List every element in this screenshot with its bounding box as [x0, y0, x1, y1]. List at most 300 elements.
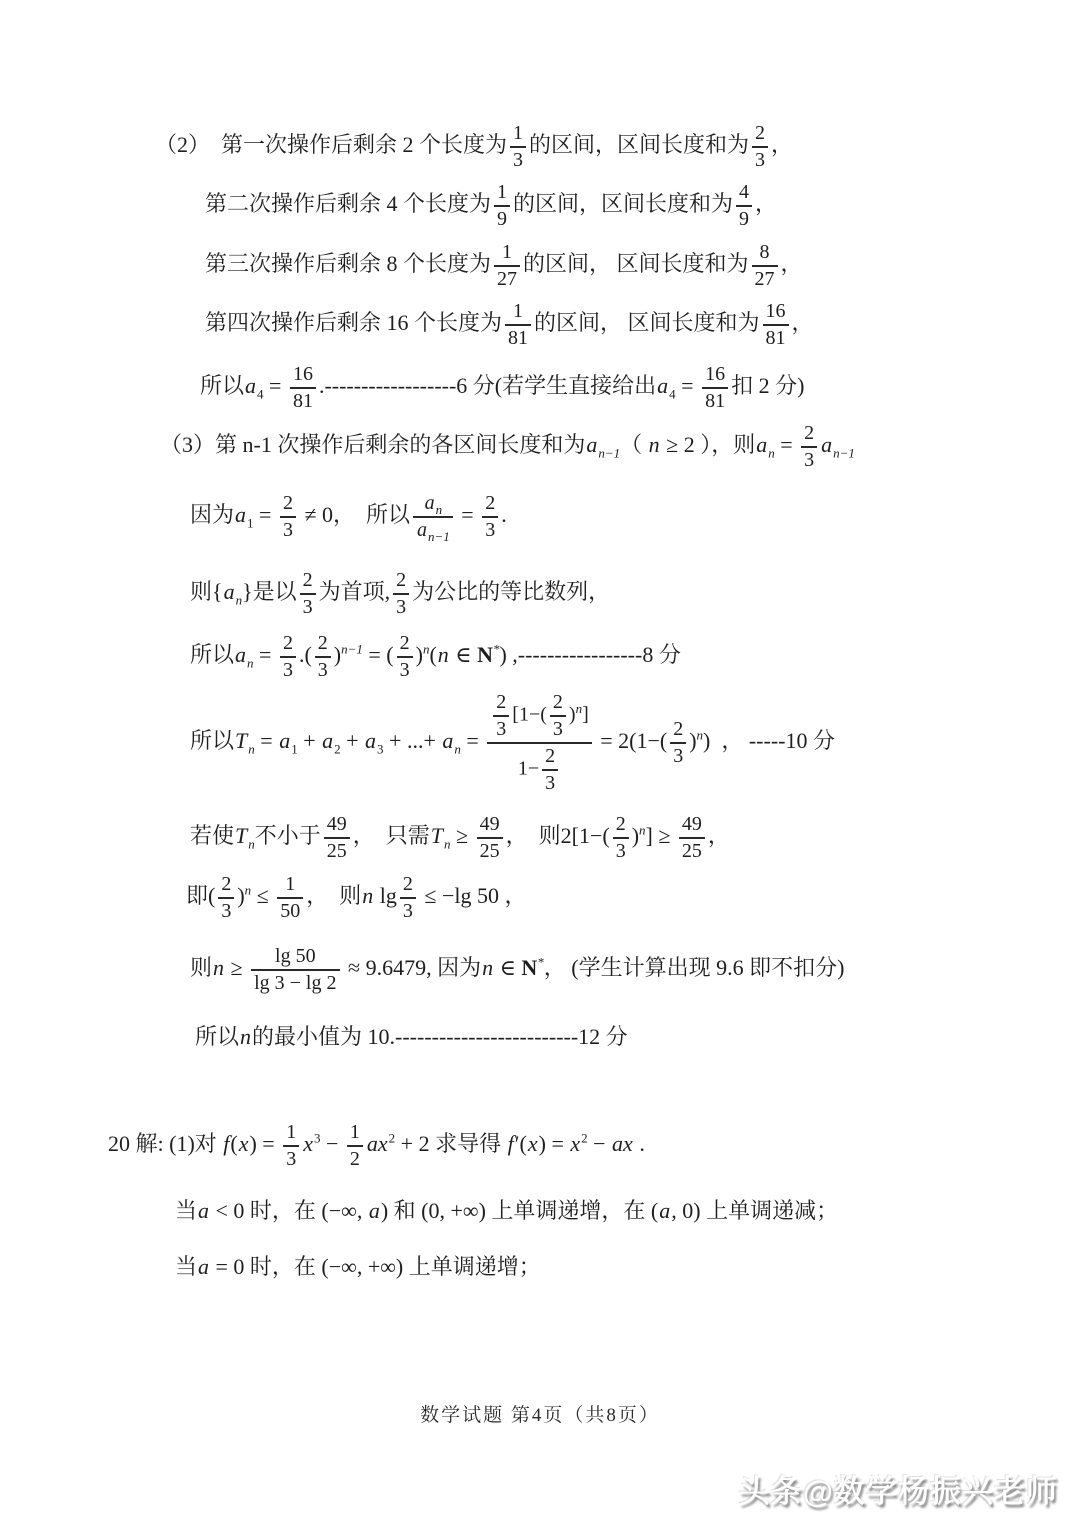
- math-text: + 2 求导得: [395, 1130, 507, 1156]
- part2-conclusion: [200, 363, 1080, 413]
- math-text: 9: [739, 208, 750, 230]
- math-text: 为首项,: [318, 579, 391, 605]
- math-text: 2: [302, 569, 313, 591]
- math-text: ∈: [449, 642, 478, 668]
- math-text: 2: [755, 122, 766, 144]
- denominator: [613, 837, 629, 863]
- math-text: =: [675, 373, 700, 399]
- numerator: [493, 691, 509, 715]
- part3-log-step: [186, 873, 1080, 923]
- denominator: [801, 446, 817, 472]
- math-text: 为公比的等比数列，: [412, 579, 611, 605]
- denominator: [736, 205, 752, 231]
- math-text: 所以: [195, 1024, 240, 1049]
- part2-step4: [205, 300, 1080, 350]
- math-text: .(: [298, 642, 312, 668]
- superscript: *: [537, 954, 544, 970]
- math-text: ， 只需: [352, 823, 430, 849]
- fraction: [752, 122, 768, 172]
- math-text: ) ， -----10 分: [703, 728, 835, 754]
- math-text: 3: [402, 900, 413, 922]
- math-text: 2: [545, 745, 556, 767]
- math-text: =: [253, 642, 277, 668]
- subscript: n−1: [833, 445, 855, 461]
- denominator: [477, 837, 503, 863]
- denominator: [494, 265, 520, 291]
- denominator: [300, 593, 316, 619]
- fraction: [542, 745, 558, 795]
- math-text: （2） 第一次操作后剩余 2 个长度为: [155, 132, 508, 158]
- math-text: 2: [282, 492, 293, 514]
- math-text: ) ,-----------------8 分: [499, 642, 681, 668]
- math-text: ): [415, 642, 423, 668]
- numerator: [280, 632, 296, 656]
- math-text: ≈ 9.6479, 因为: [342, 955, 482, 981]
- math-text: = (: [362, 642, 394, 668]
- denominator: [670, 742, 686, 768]
- numerator: [397, 632, 413, 656]
- denominator: [493, 715, 509, 741]
- fraction: [763, 300, 789, 350]
- math-text: 扣 2 分): [731, 373, 805, 399]
- math-text: [1−(: [512, 703, 547, 726]
- fraction: [283, 1121, 299, 1171]
- math-text: 的区间，区间长度和为: [529, 132, 750, 158]
- denominator: [679, 837, 705, 863]
- math-text: 3: [552, 718, 563, 740]
- superscript: n: [422, 641, 430, 657]
- math-text: 3: [396, 596, 407, 618]
- math-set-symbol: N: [521, 955, 538, 981]
- math-variable: a: [756, 432, 768, 458]
- math-text: 2: [349, 1147, 360, 1170]
- denominator: [347, 1145, 363, 1171]
- math-text: 3: [804, 449, 815, 471]
- subscript: n: [235, 592, 243, 608]
- math-text: 49: [326, 813, 347, 835]
- math-text: ) =: [249, 1130, 281, 1156]
- part2-step2: [205, 181, 1080, 231]
- math-text: ): [689, 728, 697, 754]
- math-variable: ax: [612, 1130, 633, 1156]
- math-text: 因为: [190, 502, 235, 528]
- fraction: [494, 241, 520, 291]
- math-set-symbol: N: [477, 642, 493, 668]
- fraction: [280, 492, 296, 542]
- part2-step1: [155, 122, 1080, 172]
- denominator: [494, 205, 510, 231]
- numerator: [280, 492, 296, 516]
- denominator: [218, 897, 234, 923]
- fraction: [801, 422, 817, 472]
- fraction: [613, 813, 629, 863]
- denominator: [290, 387, 316, 413]
- denominator: [510, 146, 526, 172]
- numerator: [679, 813, 705, 837]
- part3-sum: [190, 691, 1080, 795]
- q20-derivative: [108, 1121, 1080, 1171]
- math-text: 3: [615, 840, 626, 862]
- math-variable: n: [437, 642, 449, 668]
- math-text: 第三次操作后剩余 8 个长度为: [205, 251, 492, 277]
- subscript: n: [454, 741, 461, 757]
- part3-geometric: [190, 569, 1080, 619]
- part3-n-bound: [190, 945, 1080, 995]
- denominator: [702, 387, 728, 413]
- math-text: 3: [282, 659, 293, 681]
- math-text: 2: [673, 718, 684, 740]
- math-variable: a: [821, 432, 833, 458]
- numerator: [752, 241, 778, 265]
- math-text: 81: [765, 327, 786, 349]
- math-text: +: [340, 728, 365, 754]
- math-text: 的最小值为 10.-------------------------12 分: [252, 1024, 628, 1049]
- numerator: [487, 691, 591, 742]
- numerator: [277, 873, 303, 897]
- numerator: [283, 1121, 299, 1145]
- fraction: [736, 181, 752, 231]
- subscript: n: [247, 655, 254, 671]
- superscript: 2: [388, 1130, 396, 1146]
- denominator: [277, 897, 303, 923]
- math-text: ]: [582, 703, 589, 726]
- fraction: [550, 691, 566, 741]
- denominator: [763, 324, 789, 350]
- fraction: [393, 569, 409, 619]
- math-text: 所以: [200, 373, 245, 399]
- math-variable: a: [322, 728, 334, 754]
- fraction: [752, 241, 778, 291]
- math-text: 81: [508, 327, 529, 349]
- fraction: [400, 873, 416, 923]
- numerator: [542, 745, 558, 769]
- fraction: [300, 569, 316, 619]
- fraction: [679, 813, 705, 863]
- math-text: 若使: [190, 823, 235, 849]
- math-text: 49: [479, 813, 500, 835]
- math-text: ′(: [514, 1130, 527, 1156]
- math-text: 2: [399, 632, 410, 654]
- math-text: 3: [221, 900, 232, 922]
- math-text: ， 则2[1−(: [505, 823, 610, 849]
- math-variable: a: [417, 519, 428, 541]
- math-text: 第二次操作后剩余 4 个长度为: [205, 191, 492, 217]
- math-text: .: [501, 502, 507, 528]
- math-text: 3: [399, 659, 410, 681]
- math-text: 1: [497, 181, 508, 203]
- fraction: [510, 122, 526, 172]
- part2-step3: [205, 241, 1080, 291]
- fraction: [413, 492, 453, 542]
- math-variable: a: [424, 492, 435, 514]
- math-text: 当: [175, 1197, 198, 1223]
- numerator: [482, 492, 498, 516]
- math-text: ≥: [450, 823, 474, 849]
- math-text: .------------------6 分(若学生直接给出: [318, 373, 657, 399]
- math-text: 1: [349, 1120, 360, 1143]
- part3-conclusion: [195, 1023, 1080, 1051]
- math-text: 25: [326, 840, 347, 862]
- numerator: [300, 569, 316, 593]
- math-variable: n: [648, 432, 660, 458]
- denominator: [397, 656, 413, 682]
- denominator: [283, 1145, 299, 1171]
- subscript: n: [768, 445, 775, 461]
- math-text: +: [297, 728, 322, 754]
- math-text: 2: [221, 873, 232, 895]
- fraction: [277, 873, 303, 923]
- math-text: 不小于: [254, 823, 321, 849]
- math-variable: n: [482, 955, 494, 981]
- math-variable: a: [245, 373, 257, 399]
- subscript: n−1: [428, 529, 450, 544]
- fraction: [280, 632, 296, 682]
- denominator: [542, 769, 558, 795]
- math-variable: a: [442, 728, 454, 754]
- math-variable: x: [303, 1130, 313, 1156]
- math-text: =: [460, 728, 485, 754]
- fraction: [477, 813, 503, 863]
- math-text: 81: [705, 390, 726, 412]
- numerator: [347, 1121, 363, 1145]
- denominator: [752, 146, 768, 172]
- superscript: n: [575, 700, 583, 716]
- numerator: [550, 691, 566, 715]
- math-variable: ax: [366, 1130, 388, 1156]
- math-variable: a: [365, 728, 377, 754]
- numerator: [324, 813, 350, 837]
- numerator: [801, 422, 817, 446]
- math-text: 25: [479, 840, 500, 862]
- numerator: [251, 945, 339, 969]
- numerator: [400, 873, 416, 897]
- superscript: n−1: [341, 641, 363, 657]
- math-variable: a: [198, 1197, 210, 1223]
- math-variable: a: [586, 432, 598, 458]
- fraction: [505, 300, 531, 350]
- subscript: n: [444, 836, 451, 852]
- math-text: 4: [739, 181, 750, 203]
- subscript: 4: [257, 386, 264, 402]
- math-variable: f: [223, 1130, 230, 1156]
- math-variable: a: [198, 1254, 210, 1279]
- math-text: ) =: [538, 1130, 570, 1156]
- numerator: [505, 300, 531, 324]
- math-text: −: [320, 1130, 344, 1156]
- math-text: 则{: [190, 579, 223, 605]
- fraction: [324, 813, 350, 863]
- denominator: [752, 265, 778, 291]
- math-text: 3: [755, 149, 766, 171]
- math-text: 16: [292, 363, 313, 385]
- math-text: (: [230, 1130, 238, 1156]
- math-text: 3: [485, 519, 496, 541]
- math-text: 49: [681, 813, 702, 835]
- fraction: [702, 363, 728, 413]
- superscript: 2: [581, 1130, 588, 1146]
- numerator: [413, 492, 453, 516]
- math-text: 2: [552, 691, 563, 713]
- math-variable: a: [235, 502, 247, 528]
- part3-general-term: [190, 632, 1080, 682]
- page-footer: 数学试题 第4页（共8页）: [420, 1405, 660, 1426]
- math-text: (: [429, 642, 437, 668]
- fraction: [670, 718, 686, 768]
- math-text: ): [568, 703, 576, 726]
- math-variable: n: [362, 883, 374, 909]
- math-text: ，: [780, 251, 803, 277]
- denominator: [550, 715, 566, 741]
- math-text: 16: [705, 363, 726, 385]
- math-text: ， (学生计算出现 9.6 即不扣分): [543, 955, 845, 981]
- q20-case-a-zero: [175, 1253, 1080, 1281]
- math-text: 1: [286, 1120, 297, 1143]
- math-text: + ...+: [383, 728, 442, 754]
- part3-ratio: [190, 492, 1080, 542]
- math-text: ≤ −lg 50 ，: [418, 883, 527, 909]
- math-text: 9: [497, 208, 508, 230]
- math-variable: n: [240, 1024, 252, 1049]
- math-variable: x: [238, 1130, 249, 1156]
- math-text: 1: [285, 873, 296, 895]
- math-text: 2: [485, 492, 496, 514]
- math-text: 25: [681, 840, 702, 862]
- superscript: n: [696, 727, 704, 743]
- numerator: [702, 363, 728, 387]
- fraction: [493, 691, 509, 741]
- subscript: n−1: [598, 445, 621, 461]
- denominator: [280, 656, 296, 682]
- math-text: 的区间， 区间长度和为: [534, 310, 760, 336]
- superscript: *: [492, 641, 500, 657]
- math-text: 2: [615, 813, 626, 835]
- numerator: [752, 122, 768, 146]
- math-text: 50: [280, 900, 301, 922]
- math-variable: a: [368, 1197, 380, 1223]
- math-text: （3）第 n-1 次操作后剩余的各区间长度和为: [160, 432, 586, 458]
- math-text: 则: [190, 955, 213, 981]
- math-text: 16: [765, 300, 786, 322]
- math-text: 1−: [517, 757, 540, 780]
- math-text: 81: [292, 390, 313, 412]
- math-text: ，: [791, 310, 814, 336]
- math-text: ，: [707, 823, 730, 849]
- math-text: ≤: [251, 883, 275, 909]
- math-text: ，: [771, 132, 794, 158]
- math-variable: x: [570, 1130, 581, 1156]
- math-text: , 0) 上单调递减；: [671, 1197, 839, 1223]
- math-variable: a: [235, 642, 247, 668]
- math-text: ，: [755, 191, 778, 217]
- math-text: 2: [396, 569, 407, 591]
- numerator: [315, 632, 331, 656]
- math-text: ≠ 0， 所以: [298, 502, 411, 528]
- math-text: 的区间， 区间长度和为: [523, 251, 749, 277]
- fraction: [315, 632, 331, 682]
- math-text: （: [620, 432, 648, 458]
- math-text: lg 50: [275, 945, 316, 967]
- math-text: ): [631, 823, 640, 849]
- watermark: 头条@数学杨振兴老师: [738, 1474, 1058, 1509]
- math-text: =: [263, 373, 287, 399]
- subscript: n: [248, 836, 255, 852]
- superscript: n: [244, 882, 252, 898]
- math-variable: T: [235, 728, 248, 754]
- math-text: ， 则: [306, 883, 362, 909]
- denominator: [482, 516, 498, 542]
- math-text: 3: [513, 149, 524, 171]
- math-text: 即(: [186, 883, 216, 909]
- math-text: < 0 时，在 (−∞,: [210, 1197, 368, 1223]
- denominator: [400, 897, 416, 923]
- math-variable: a: [657, 373, 669, 399]
- fraction: [397, 632, 413, 682]
- subscript: 4: [669, 386, 676, 402]
- numerator: [510, 122, 526, 146]
- math-text: = 2(1−(: [594, 728, 668, 754]
- math-text: ) 和 (0, +∞) 上单调递增，在 (: [380, 1197, 659, 1223]
- math-text: 2: [402, 873, 413, 895]
- math-text: =: [455, 502, 480, 528]
- math-variable: a: [279, 728, 291, 754]
- part3-recurrence: [160, 422, 1080, 472]
- math-text: =: [254, 728, 279, 754]
- math-text: 27: [754, 268, 775, 290]
- superscript: 3: [313, 1130, 321, 1146]
- math-text: 8: [759, 241, 770, 263]
- math-text: 20 解: (1)对: [108, 1130, 223, 1156]
- subscript: 3: [377, 741, 384, 757]
- fraction: [487, 691, 591, 795]
- math-variable: T: [430, 823, 444, 849]
- math-text: 2: [317, 632, 328, 654]
- subscript: n: [435, 502, 443, 517]
- math-text: 1: [513, 122, 524, 144]
- math-text: 第四次操作后剩余 16 个长度为: [205, 310, 503, 336]
- math-text: 2: [804, 422, 815, 444]
- math-variable: a: [659, 1197, 671, 1223]
- math-text: .: [633, 1130, 645, 1156]
- math-text: lg 3 − lg 2: [254, 972, 337, 994]
- math-text: 3: [286, 1147, 297, 1170]
- math-text: 3: [317, 659, 328, 681]
- math-text: }是以: [242, 579, 297, 605]
- math-text: 3: [282, 519, 293, 541]
- fraction: [290, 363, 316, 413]
- numerator: [218, 873, 234, 897]
- math-text: −: [587, 1130, 612, 1156]
- math-text: =: [253, 502, 277, 528]
- denominator: [413, 516, 453, 542]
- subscript: 1: [291, 741, 298, 757]
- math-text: 所以: [190, 728, 235, 754]
- math-text: ): [237, 883, 245, 909]
- fraction: [347, 1121, 363, 1171]
- q20-case-a-negative: [175, 1197, 1080, 1225]
- fraction: [482, 492, 498, 542]
- math-text: 1: [502, 241, 513, 263]
- math-text: lg: [374, 883, 397, 909]
- math-variable: a: [223, 579, 235, 605]
- denominator: [280, 516, 296, 542]
- math-text: ] ≥: [645, 823, 676, 849]
- part3-inequality: [190, 813, 1080, 863]
- subscript: 1: [247, 515, 254, 531]
- numerator: [763, 300, 789, 324]
- math-text: = 0 时，在 (−∞, +∞) 上单调递增；: [210, 1254, 541, 1279]
- fraction: [218, 873, 234, 923]
- denominator: [393, 593, 409, 619]
